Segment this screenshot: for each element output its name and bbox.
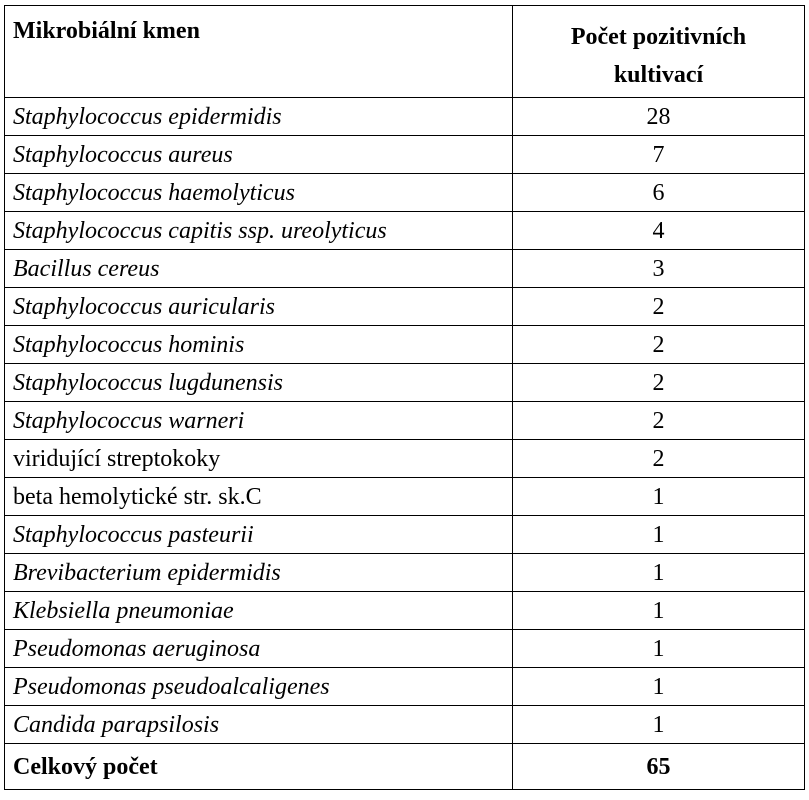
table-row	[5, 516, 805, 554]
culture-count: 1	[513, 478, 805, 516]
table-row	[5, 402, 805, 440]
strain-name: Staphylococcus epidermidis	[5, 98, 513, 136]
culture-count: 4	[513, 212, 805, 250]
table-row	[5, 98, 805, 136]
strain-name: viridující streptokoky	[5, 440, 513, 478]
culture-count: 2	[513, 364, 805, 402]
culture-count: 3	[513, 250, 805, 288]
table-row	[5, 592, 805, 630]
table-row	[5, 250, 805, 288]
strain-name: Staphylococcus auricularis	[5, 288, 513, 326]
strain-name: Brevibacterium epidermidis	[5, 554, 513, 592]
culture-table	[4, 5, 805, 790]
culture-count: 1	[513, 554, 805, 592]
table-row	[5, 326, 805, 364]
total-count: 65	[513, 744, 805, 790]
culture-count: 7	[513, 136, 805, 174]
culture-count: 1	[513, 592, 805, 630]
count-column-header	[513, 6, 805, 98]
culture-count: 28	[513, 98, 805, 136]
strain-name: Staphylococcus warneri	[5, 402, 513, 440]
culture-count: 2	[513, 288, 805, 326]
strain-name: Staphylococcus hominis	[5, 326, 513, 364]
total-label: Celkový počet	[5, 744, 513, 790]
table-row	[5, 630, 805, 668]
table-row	[5, 668, 805, 706]
strain-name: beta hemolytické str. sk.C	[5, 478, 513, 516]
table-row	[5, 440, 805, 478]
table-row	[5, 212, 805, 250]
table-header-row	[5, 6, 805, 98]
strain-name: Staphylococcus aureus	[5, 136, 513, 174]
strain-name: Staphylococcus capitis ssp. ureolyticus	[5, 212, 513, 250]
table-row	[5, 364, 805, 402]
table-row	[5, 554, 805, 592]
strain-name: Staphylococcus pasteurii	[5, 516, 513, 554]
table-row	[5, 478, 805, 516]
strain-column-header: Mikrobiální kmen	[5, 6, 513, 98]
strain-name: Staphylococcus haemolyticus	[5, 174, 513, 212]
count-header-line-1: Počet pozitivních	[570, 24, 747, 50]
table-row	[5, 706, 805, 744]
culture-count: 2	[513, 326, 805, 364]
strain-name: Bacillus cereus	[5, 250, 513, 288]
culture-count: 6	[513, 174, 805, 212]
culture-count: 1	[513, 516, 805, 554]
strain-name: Pseudomonas aeruginosa	[5, 630, 513, 668]
strain-name: Klebsiella pneumoniae	[5, 592, 513, 630]
count-header-line-2: kultivací	[613, 62, 704, 88]
strain-name: Staphylococcus lugdunensis	[5, 364, 513, 402]
culture-count: 1	[513, 706, 805, 744]
culture-count: 1	[513, 630, 805, 668]
table-row	[5, 174, 805, 212]
culture-count: 2	[513, 440, 805, 478]
total-row	[5, 744, 805, 790]
culture-count: 1	[513, 668, 805, 706]
strain-name: Candida parapsilosis	[5, 706, 513, 744]
table-row	[5, 288, 805, 326]
culture-count: 2	[513, 402, 805, 440]
table-row	[5, 136, 805, 174]
strain-name: Pseudomonas pseudoalcaligenes	[5, 668, 513, 706]
culture-table-container	[4, 5, 805, 790]
